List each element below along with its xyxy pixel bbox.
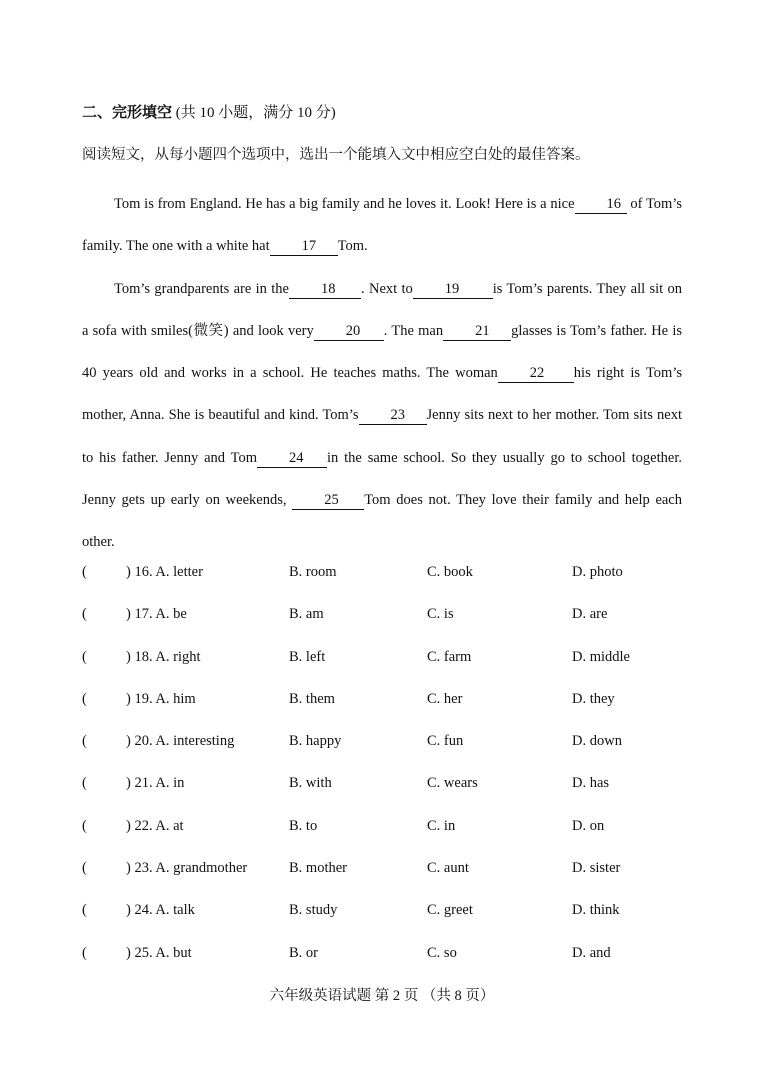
- question-stem: ) 21. A. in: [126, 775, 185, 792]
- passage-paragraph-2: [82, 268, 682, 564]
- question-row: [82, 775, 702, 817]
- question-row: [82, 606, 702, 648]
- answer-paren: (: [82, 902, 87, 919]
- passage-text: Tom.: [337, 238, 368, 255]
- option-d: D. and: [572, 944, 611, 961]
- passage-text: in the same school. So they usually go to school together. Jenny gets up early on weekends,: [82, 449, 682, 509]
- option-c: C. fun: [427, 733, 464, 750]
- question-stem: ) 23. A. grandmother: [126, 860, 248, 877]
- passage-text: . Next to: [361, 280, 413, 297]
- passage-text: . The man: [383, 322, 444, 339]
- question-row: [82, 733, 702, 775]
- question-row: [82, 649, 702, 691]
- option-c: C. wears: [427, 775, 478, 792]
- option-c: C. so: [427, 944, 457, 961]
- option-c: C. aunt: [427, 860, 469, 877]
- passage-text: glasses is Tom’s father. He is 40 years old and works in a school. He teaches maths. The woman: [82, 322, 683, 382]
- blank-21: 21: [443, 322, 511, 341]
- instructions: 阅读短文，从每小题四个选项中，选出一个能填入文中相应空白处的最佳答案。: [82, 147, 590, 163]
- option-b: B. them: [289, 690, 335, 707]
- answer-paren: (: [82, 817, 87, 834]
- option-d: D. sister: [572, 860, 621, 877]
- blank-19: 19: [413, 280, 493, 299]
- option-d: D. are: [572, 606, 608, 623]
- passage-text: is Tom’s parents. They all sit on a sofa with smiles(微笑) and look very: [82, 280, 683, 339]
- blank-17: 17: [270, 237, 338, 256]
- answer-paren: (: [82, 564, 87, 580]
- question-row: [82, 564, 702, 606]
- question-row: [82, 860, 702, 902]
- option-c: C. is: [427, 606, 454, 623]
- option-d: D. down: [572, 733, 622, 750]
- option-d: D. think: [572, 902, 620, 919]
- option-b: B. mother: [289, 860, 347, 877]
- option-c: C. in: [427, 817, 456, 834]
- blank-23: 23: [359, 406, 427, 425]
- passage-text: of Tom’s family. The one with a white hat: [82, 196, 682, 255]
- question-stem: ) 18. A. right: [126, 648, 201, 665]
- option-b: B. with: [289, 775, 332, 792]
- option-c: C. her: [427, 690, 463, 707]
- option-d: D. on: [572, 817, 605, 834]
- passage-text: Tom’s grandparents are in the: [114, 280, 289, 297]
- blank-22: 22: [498, 364, 574, 383]
- option-c: C. farm: [427, 648, 472, 665]
- option-c: C. greet: [427, 902, 473, 919]
- answer-paren: (: [82, 775, 87, 792]
- question-stem: ) 20. A. interesting: [126, 733, 235, 750]
- passage-text: Tom is from England. He has a big family and he loves it. Look! Here is a nice: [114, 196, 575, 212]
- blank-18: 18: [289, 280, 361, 299]
- option-c: C. book: [427, 564, 473, 580]
- section-title: [82, 101, 336, 122]
- option-b: B. happy: [289, 733, 342, 750]
- blank-24: 24: [257, 449, 327, 468]
- option-b: B. left: [289, 648, 326, 665]
- answer-paren: (: [82, 690, 87, 707]
- option-b: B. study: [289, 902, 338, 919]
- passage-paragraph-1: [82, 183, 682, 268]
- passage-text: Jenny sits next to her mother. Tom sits next to his father. Jenny and Tom: [82, 407, 682, 466]
- option-b: B. or: [289, 944, 318, 961]
- question-row: [82, 945, 702, 987]
- question-row: [82, 902, 702, 944]
- option-d: D. middle: [572, 648, 630, 665]
- option-b: B. to: [289, 817, 318, 834]
- option-d: D. photo: [572, 564, 623, 580]
- passage-text: his right is Tom’s mother, Anna. She is beautiful and kind. Tom’s: [82, 365, 683, 424]
- blank-20: 20: [314, 322, 384, 341]
- answer-paren: (: [82, 944, 87, 961]
- page-footer: 六年级英语试题 第 2 页 （共 8 页）: [269, 988, 495, 1004]
- blank-25: 25: [292, 491, 364, 510]
- cloze-passage: [82, 183, 682, 564]
- option-d: D. they: [572, 690, 615, 707]
- option-b: B. am: [289, 606, 324, 623]
- question-row: [82, 818, 702, 860]
- answer-paren: (: [82, 648, 87, 665]
- question-stem: ) 24. A. talk: [126, 902, 195, 919]
- question-stem: ) 25. A. but: [126, 944, 192, 961]
- section-title-rest: (共 10 小题，满分 10 分): [172, 105, 336, 121]
- answer-paren: (: [82, 733, 87, 750]
- option-b: B. room: [289, 564, 337, 580]
- question-row: [82, 691, 702, 733]
- answer-paren: (: [82, 606, 87, 623]
- question-stem: ) 16. A. letter: [126, 564, 203, 580]
- question-list: [82, 564, 702, 987]
- blank-16: 16: [575, 195, 627, 214]
- passage-text: Tom does not. They love their family and help each other.: [82, 492, 682, 551]
- question-stem: ) 22. A. at: [126, 817, 184, 834]
- question-stem: ) 19. A. him: [126, 690, 196, 707]
- section-title-bold: 二、完形填空: [82, 103, 173, 121]
- question-stem: ) 17. A. be: [126, 606, 187, 623]
- answer-paren: (: [82, 860, 87, 877]
- option-d: D. has: [572, 775, 610, 792]
